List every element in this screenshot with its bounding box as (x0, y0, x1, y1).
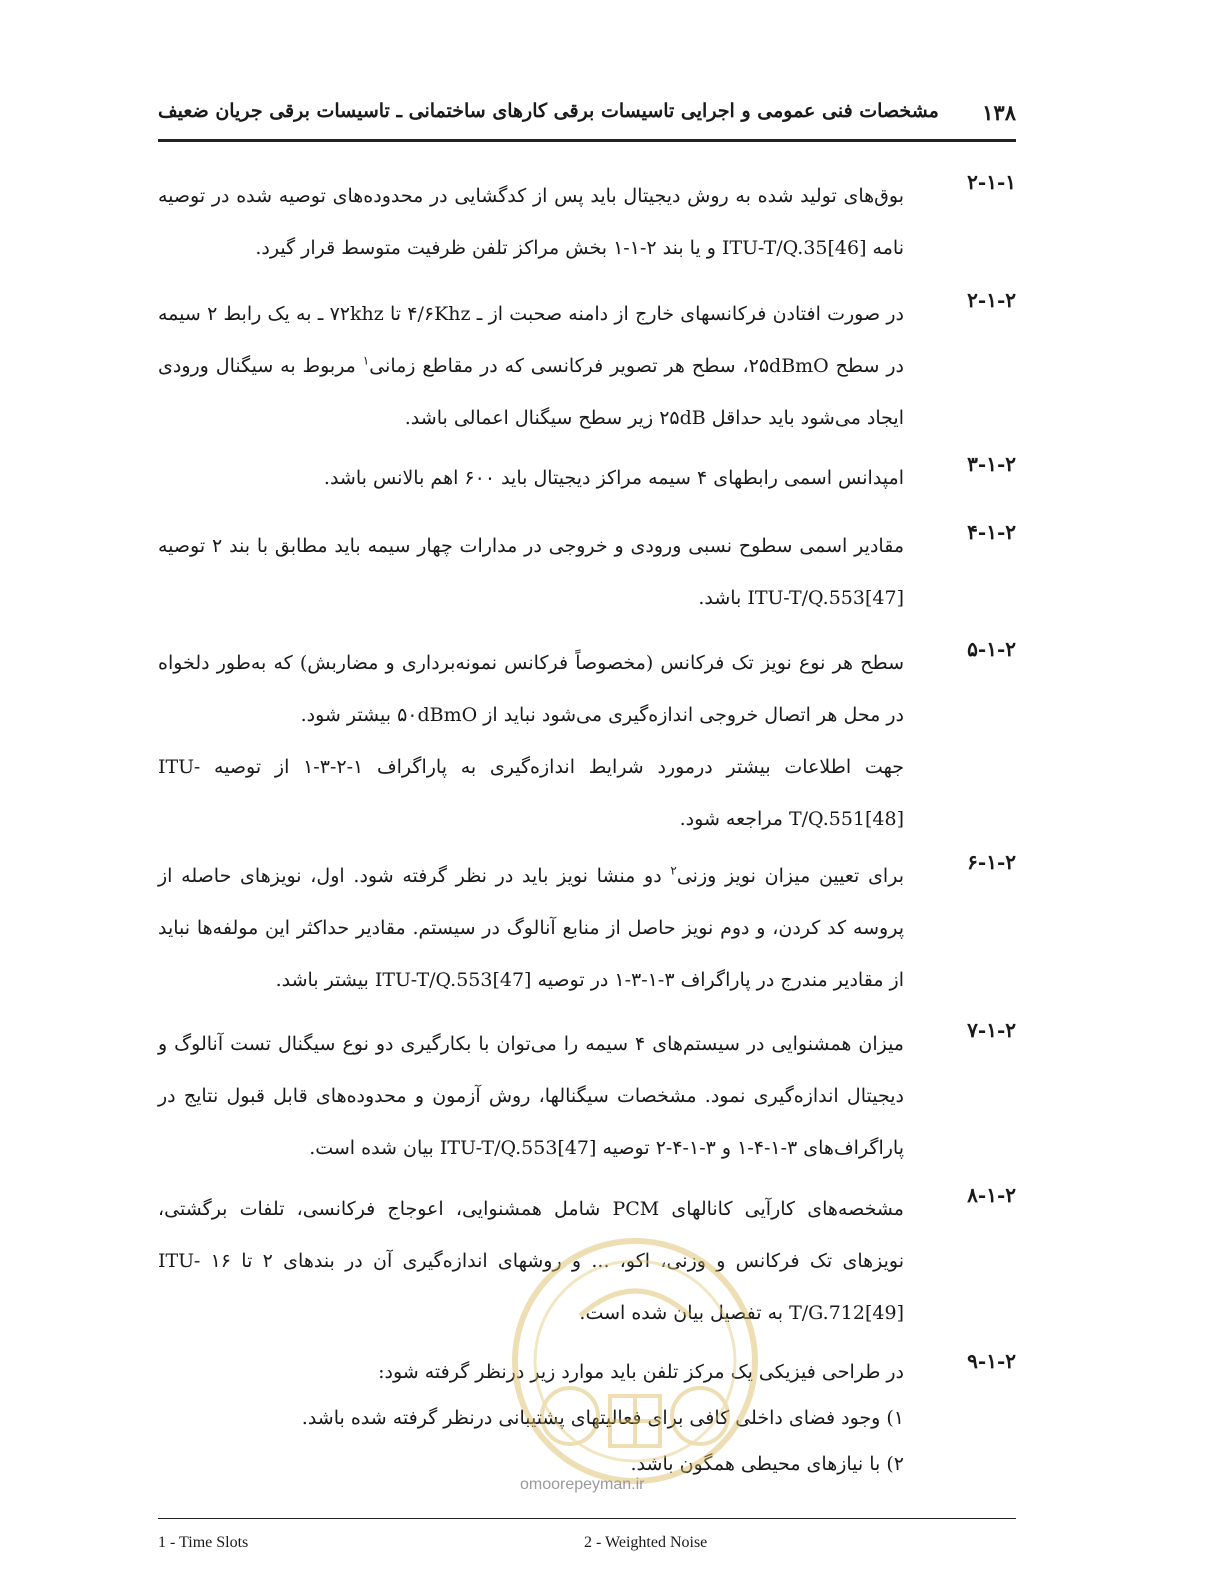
header-divider (158, 139, 1016, 142)
section-text (158, 850, 904, 1006)
footnote-divider (158, 1518, 1016, 1519)
paragraph: جهت اطلاعات بیشتر درمورد شرایط اندازه‌گیری به پاراگراف ۱-۲-۳-۱ از توصیه ITU-T/Q.551[48] مراجعه شود. (158, 756, 904, 830)
footnote-2: 2 - Weighted Noise (584, 1534, 708, 1551)
list-item: ۲) با نیازهای محیطی همگون باشد. (630, 1453, 904, 1475)
paragraph (158, 850, 904, 1006)
section-number: ۳-۱-۲ (967, 452, 1016, 476)
section-number: ۸-۱-۲ (967, 1183, 1016, 1207)
section-number: ۶-۱-۲ (967, 850, 1016, 874)
section-text (158, 1018, 904, 1174)
section-text (158, 288, 904, 444)
paragraph: بوق‌های تولید شده به روش دیجیتال باید پس از کدگشایی در محدوده‌های توصیه شده در توصیه نامه ITU-T/Q.35[46] و یا بند ۲-۱-۱ بخش مراکز تلفن ظرفیت متوسط قرار گیرد. (158, 185, 904, 259)
section-number: ۲-۱-۱ (967, 170, 1016, 194)
text-part: برای تعیین میزان نویز وزنی (676, 865, 904, 887)
paragraph: مقادیر اسمی سطوح نسبی ورودی و خروجی در مدارات چهار سیمه باید مطابق با بند ۲ توصیه ITU-T/Q.553[47] باشد. (158, 535, 904, 609)
section-text (158, 1349, 904, 1487)
section-text (158, 520, 904, 624)
running-title: مشخصات فنی عمومی و اجرایی تاسیسات برقی کارهای ساختمانی ـ تاسیسات برقی جریان ضعیف (158, 100, 939, 122)
section-text (158, 1183, 904, 1339)
text-part: در صورت افتادن فرکانسهای خارج از دامنه صحبت از ـ ۴/۶Khz تا ۷۲khz ـ به یک رابط ۲ سیمه در سطح ۲۵dBmO، سطح هر تصویر فرکانسی که در مقاطع زمانی (158, 303, 904, 377)
footnote-1: 1 - Time Slots (158, 1534, 249, 1551)
paragraph: سطح هر نوع نویز تک فرکانس (مخصوصاً فرکانس نمونه‌برداری و مضاربش) که به‌طور دلخواه در محل هر اتصال خروجی اندازه‌گیری می‌شود نباید از ۵۰dBmO بیشتر شود. (158, 652, 904, 726)
paragraph: میزان همشنوایی در سیستم‌های ۴ سیمه را می‌توان با بکارگیری دو نوع سیگنال تست آنالوگ و دیجیتال اندازه‌گیری نمود. مشخصات سیگنالها، روش آزمون و محدوده‌های قابل قبول نتایج در پاراگراف‌های ۳-۱-۴-۱ و ۳-۱-۴-۲ توصیه ITU-T/Q.553[47] بیان شده است. (158, 1033, 904, 1159)
footnote-ref-2: ۲ (670, 863, 677, 878)
section-number: ۴-۱-۲ (967, 520, 1016, 544)
text-part: مربوط به سیگنال ورودی ایجاد می‌شود باید حداقل ۲۵dB زیر سطح سیگنال اعمالی باشد. (158, 355, 904, 429)
text-part: دو منشا نویز باید در نظر گرفته شود. اول، نویزهای حاصله از پروسه کد کردن، و دوم نویز حاصل از منابع آنالوگ در سیستم. مقادیر حداکثر این مولفه‌ها نباید از مقادیر مندرج در پاراگراف ۳-۱-۳-۱ در توصیه ITU-T/Q.553[47] بیشتر باشد. (158, 865, 904, 991)
watermark-url: omoorepeyman.ir (520, 1476, 645, 1493)
section-number: ۹-۱-۲ (967, 1349, 1016, 1373)
list-item: ۱) وجود فضای داخلی کافی برای فعالیتهای پشتیبانی درنظر گرفته شده باشد. (301, 1407, 904, 1429)
section-number: ۲-۱-۲ (967, 288, 1016, 312)
paragraph: مشخصه‌های کارآیی کانالهای PCM شامل همشنوایی، اعوجاج فرکانسی، تلفات برگشتی، نویزهای تک فرکانس و وزنی، اکو، ... و روشهای اندازه‌گیری آن در بندهای ۲ تا ۱۶ ITU-T/G.712[49] به تفصیل بیان شده است. (158, 1198, 905, 1324)
section-number: ۵-۱-۲ (967, 637, 1016, 661)
paragraph: امپدانس اسمی رابطهای ۴ سیمه مراکز دیجیتال باید ۶۰۰ اهم بالانس باشد. (323, 467, 904, 489)
page-number: ۱۳۸ (982, 100, 1016, 125)
footnote-ref-1: ۱ (362, 353, 370, 368)
paragraph: در طراحی فیزیکی یک مرکز تلفن باید موارد زیر درنظر گرفته شود: (378, 1361, 904, 1383)
section-number: ۷-۱-۲ (967, 1018, 1016, 1042)
section-text (158, 637, 904, 845)
section-text (158, 452, 904, 504)
section-text (158, 170, 904, 274)
paragraph (158, 288, 904, 444)
page-header (158, 100, 1016, 130)
